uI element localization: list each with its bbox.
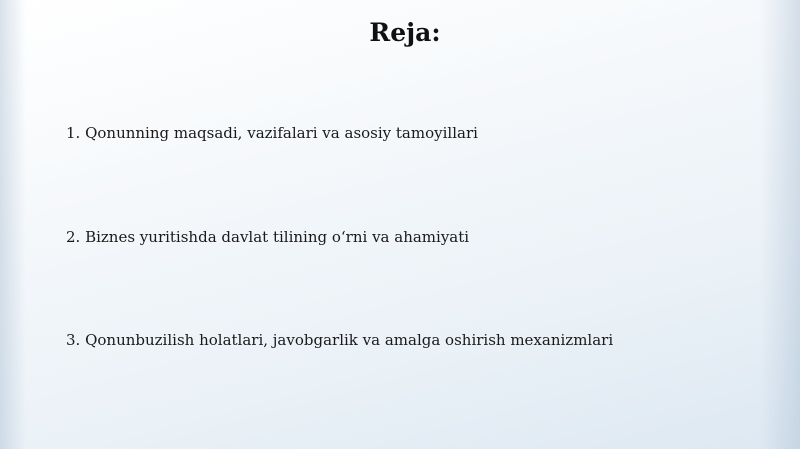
plan-item-1: 1. Qonunning maqsadi, vazifalari va asosiy tamoyillari — [66, 124, 478, 142]
plan-item-2: 2. Biznes yuritishda davlat tilining o‘rni va ahamiyati — [66, 228, 470, 246]
slide-title: Reja: — [369, 18, 441, 47]
plan-item-3: 3. Qonunbuzilish holatlari, javobgarlik va amalga oshirish mexanizmlari — [66, 331, 614, 349]
